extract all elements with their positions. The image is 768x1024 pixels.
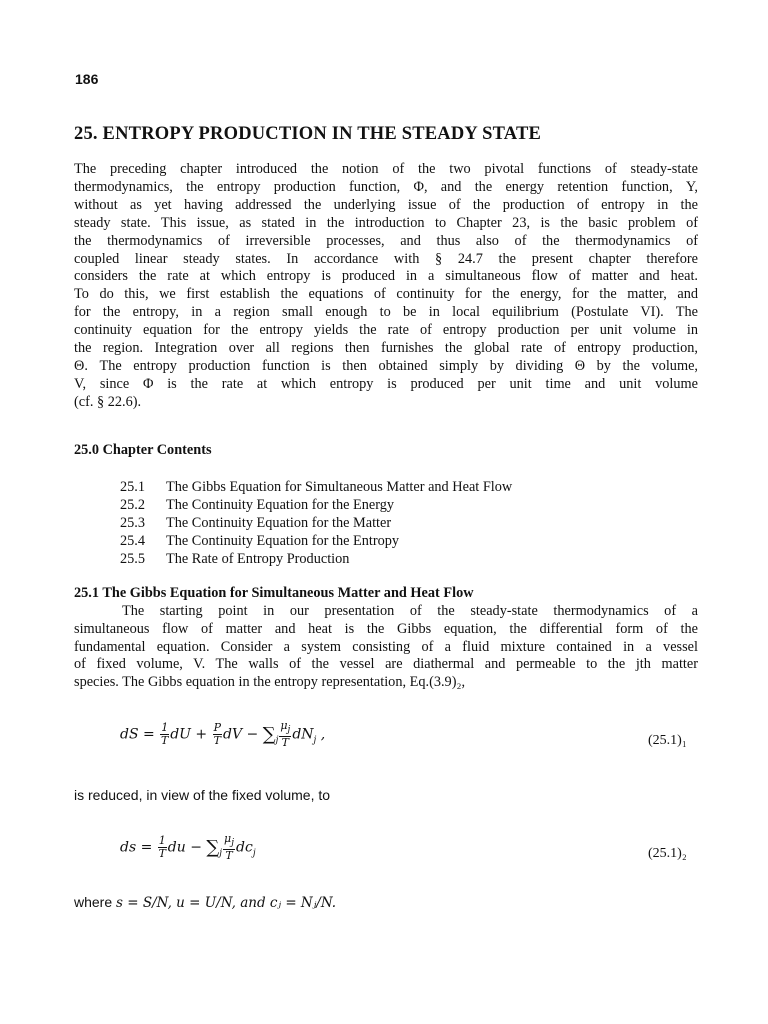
definitions-line <box>74 894 336 911</box>
intro-paragraph <box>74 161 698 412</box>
toc-number: 25.2 <box>120 497 146 513</box>
toc-number: 25.5 <box>120 551 146 567</box>
contents-heading: 25.0 Chapter Contents <box>74 442 212 458</box>
intro-line: for the entropy, in a region small enough to be in local equilibrium (Postulate VI). The <box>74 304 698 321</box>
toc-title: The Continuity Equation for the Energy <box>166 497 395 513</box>
intro-line: The preceding chapter introduced the notion of the two pivotal functions of steady-state <box>74 161 698 177</box>
equation-gibbs-full: dS = $\frac{1}{T}$ dU + $\frac{P}{T}$ dV − $\sum_j$ $\frac{\mu_j}{T}$ $dN_j$ , <box>120 719 326 750</box>
where-prefix: where <box>74 894 113 910</box>
intro-line: V, since Φ is the rate at which entropy is produced per unit time and unit volume <box>74 375 698 392</box>
intro-line: without as yet having addressed the underlying issue of the production of entropy in the <box>74 196 698 213</box>
table-of-contents <box>120 478 512 568</box>
intro-line: steady state. This issue, as stated in the introduction to Chapter 23, is the basic problem of <box>74 214 698 231</box>
toc-number: 25.3 <box>120 515 146 531</box>
intro-line: To do this, we first establish the equations of continuity for the energy, for the matter, and <box>74 286 698 303</box>
connecting-text: is reduced, in view of the fixed volume, to <box>74 787 331 803</box>
toc-number: 25.1 <box>120 479 146 495</box>
intro-line: continuity equation for the entropy yields the rate of entropy production per unit volume in <box>74 322 698 339</box>
toc-number: 25.4 <box>120 533 146 549</box>
toc-title: The Continuity Equation for the Entropy <box>166 533 400 549</box>
toc-item <box>120 550 512 568</box>
section-line: simultaneous flow of matter and heat is the Gibbs equation, the differential form of the <box>74 620 698 637</box>
section-line: The starting point in our presentation of the steady-state thermodynamics of a <box>122 603 698 619</box>
toc-item <box>120 532 512 550</box>
chapter-title: 25. ENTROPY PRODUCTION IN THE STEADY STATE <box>74 124 542 144</box>
variable-definitions: s = S/N, u = U/N, and cⱼ = Nⱼ/N. <box>116 895 337 911</box>
intro-line: (cf. § 22.6). <box>74 393 142 410</box>
equation-number: (25.1)₁ <box>648 733 687 748</box>
intro-line: the region. Integration over all regions then furnishes the global rate of entropy production, <box>74 340 698 357</box>
section-paragraph <box>74 603 698 692</box>
toc-item <box>120 478 512 496</box>
intro-line: the thermodynamics of irreversible processes, and thus also of the thermodynamics of <box>74 232 698 249</box>
section-line: of fixed volume, V. The walls of the vessel are diathermal and permeable to the jth matter <box>74 656 698 673</box>
toc-title: The Continuity Equation for the Matter <box>166 515 392 531</box>
section-line: species. The Gibbs equation in the entropy representation, Eq.(3.9)₂, <box>74 674 466 691</box>
toc-title: The Rate of Entropy Production <box>166 551 350 567</box>
toc-title: The Gibbs Equation for Simultaneous Matter and Heat Flow <box>166 479 513 495</box>
equation-gibbs-reduced: ds = $\frac{1}{T}$ du − $\sum_j$ $\frac{\mu_j}{T}$ $dc_j$ <box>120 832 256 863</box>
section-heading: 25.1 The Gibbs Equation for Simultaneous Matter and Heat Flow <box>74 585 474 601</box>
intro-line: coupled linear steady states. In accordance with § 24.7 the present chapter therefore <box>74 250 698 267</box>
toc-item <box>120 514 512 532</box>
intro-line: Θ. The entropy production function is then obtained simply by dividing Θ by the volume, <box>74 357 698 374</box>
section-line: fundamental equation. Consider a system consisting of a fluid mixture contained in a vessel <box>74 638 698 655</box>
equation-number: (25.1)₂ <box>648 846 687 861</box>
toc-item <box>120 496 512 514</box>
page-number: 186 <box>75 71 99 87</box>
intro-line: thermodynamics, the entropy production function, Φ, and the energy retention function, Υ, <box>74 178 698 195</box>
intro-line: considers the rate at which entropy is produced in a simultaneous flow of matter and heat. <box>74 268 698 285</box>
